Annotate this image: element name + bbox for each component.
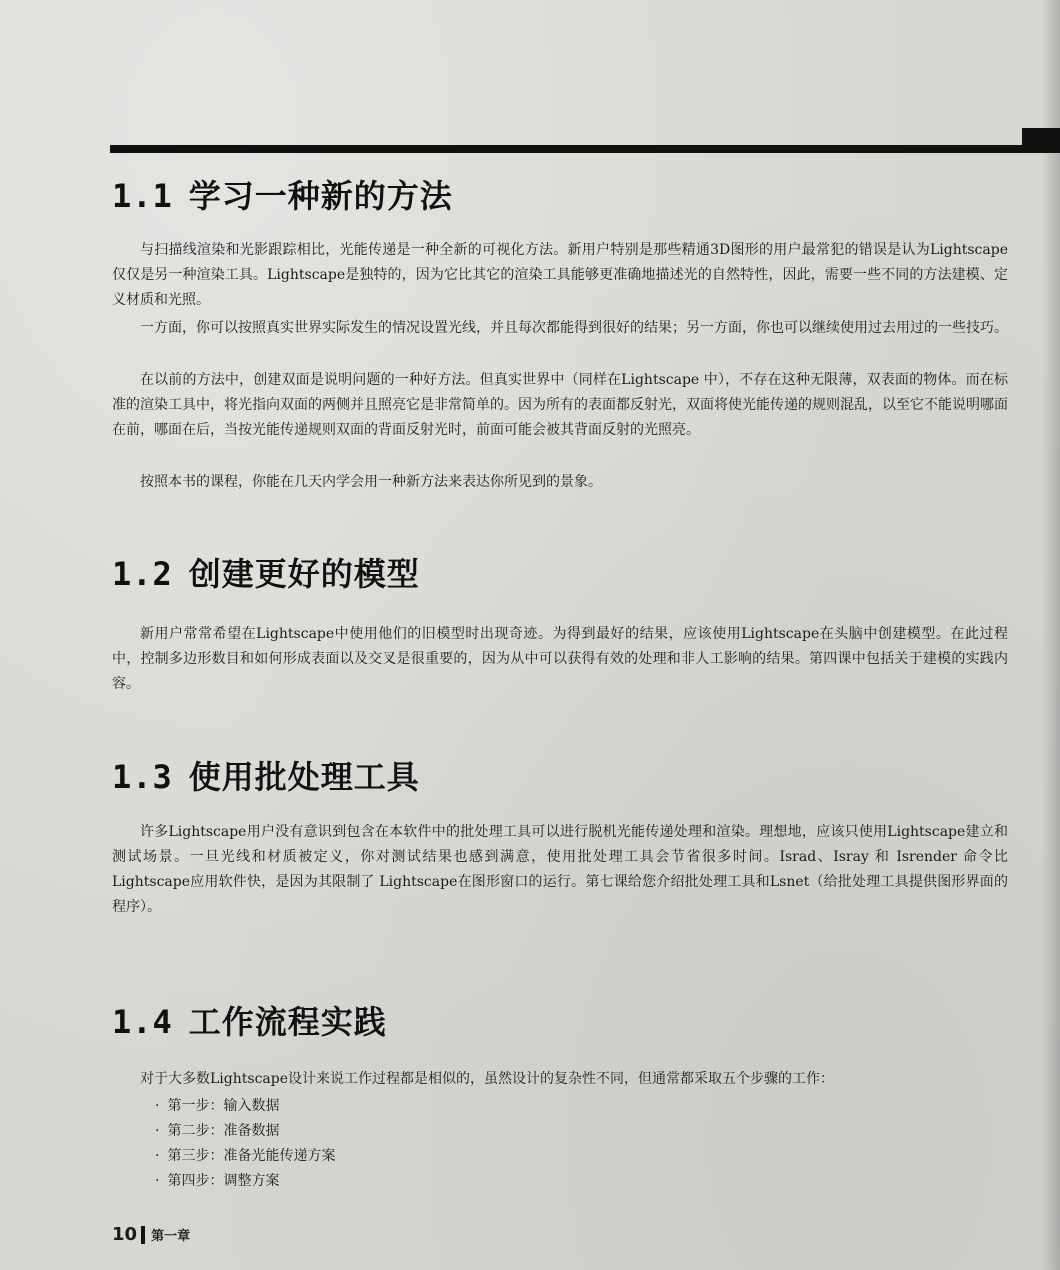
section-number: 1.1 <box>112 177 173 215</box>
step-text: 第一步：输入数据 <box>167 1098 280 1114</box>
section-number: 1.2 <box>112 555 173 593</box>
section-heading-1-1 <box>112 171 453 217</box>
paragraph: 新用户常常希望在Lightscape中使用他们的旧模型时出现奇迹。为得到最好的结果，应该使用Lightscape在头脑中创建模型。在此过程中，控制多边形数目和如何形成表面以及交叉是很重要的，因为从中可以获得有效的处理和非人工影响的结果。第四课中包括关于建模的实践内容。 <box>112 626 1008 692</box>
step-text: 第三步：准备光能传递方案 <box>167 1148 336 1164</box>
section-heading-1-4 <box>112 997 387 1043</box>
footer-divider <box>141 1226 145 1244</box>
page-edge-shadow <box>1042 0 1060 1270</box>
paragraph: 与扫描线渲染和光影跟踪相比，光能传递是一种全新的可视化方法。新用户特别是那些精通3D图形的用户最常犯的错误是认为Lightscape仅仅是另一种渲染工具。Lightscape是独特的，因为它比其它的渲染工具能够更准确地描述光的自然特性，因此，需要一些不同的方法建模、定义材质和光照。 <box>112 242 1008 308</box>
section-title: 使用批处理工具 <box>188 758 420 796</box>
paragraph: 对于大多数Lightscape设计来说工作过程都是相似的，虽然设计的复杂性不同，但通常都采取五个步骤的工作： <box>140 1071 834 1087</box>
paragraph: 按照本书的课程，你能在几天内学会用一种新方法来表达你所见到的景象。 <box>140 474 602 490</box>
section-heading-1-3 <box>112 752 420 798</box>
list-item <box>155 1119 335 1144</box>
section-number: 1.3 <box>112 758 173 796</box>
page-number: 10 <box>112 1224 138 1245</box>
paragraph: 一方面，你可以按照真实世界实际发生的情况设置光线，并且每次都能得到很好的结果；另一方面，你也可以继续使用过去用过的一些技巧。 <box>140 320 1008 336</box>
section-title: 创建更好的模型 <box>188 555 420 593</box>
bullet: · <box>155 1148 160 1164</box>
paragraph: 许多Lightscape用户没有意识到包含在本软件中的批处理工具可以进行脱机光能传递处理和渲染。理想地，应该只使用Lightscape建立和测试场景。一旦光线和材质被定义，你对测试结果也感到满意，使用批处理工具会节省很多时间。Israd、Isray 和 Isrender 命令比Lightscape应用软件快，是因为其限制了 Lightscape在图形窗口的运行。第七课给您介绍批处理工具和Lsnet（给批处理工具提供图形界面的程序）。 <box>112 824 1008 915</box>
section-number: 1.4 <box>112 1003 173 1041</box>
paragraph: 在以前的方法中，创建双面是说明问题的一种好方法。但真实世界中（同样在Lightscape 中），不存在这种无限薄，双表面的物体。而在标准的渲染工具中，将光指向双面的两侧并且照亮它是非常简单的。因为所有的表面都反射光，双面将使光能传递的规则混乱，以至它不能说明哪面在前，哪面在后，当按光能传递规则双面的背面反射光时，前面可能会被其背面反射的光照亮。 <box>112 372 1008 438</box>
step-list <box>155 1094 335 1194</box>
step-text: 第四步：调整方案 <box>167 1173 280 1189</box>
top-rule <box>110 145 1060 153</box>
bullet: · <box>155 1098 160 1114</box>
section-title: 学习一种新的方法 <box>188 177 453 215</box>
section-heading-1-2 <box>112 549 420 595</box>
list-item <box>155 1169 335 1194</box>
step-text: 第二步：准备数据 <box>167 1123 280 1139</box>
list-item <box>155 1094 335 1119</box>
bullet: · <box>155 1173 160 1189</box>
list-item <box>155 1144 335 1169</box>
bullet: · <box>155 1123 160 1139</box>
chapter-label: 第一章 <box>151 1229 191 1244</box>
page-footer <box>112 1224 190 1245</box>
section-title: 工作流程实践 <box>188 1003 387 1041</box>
